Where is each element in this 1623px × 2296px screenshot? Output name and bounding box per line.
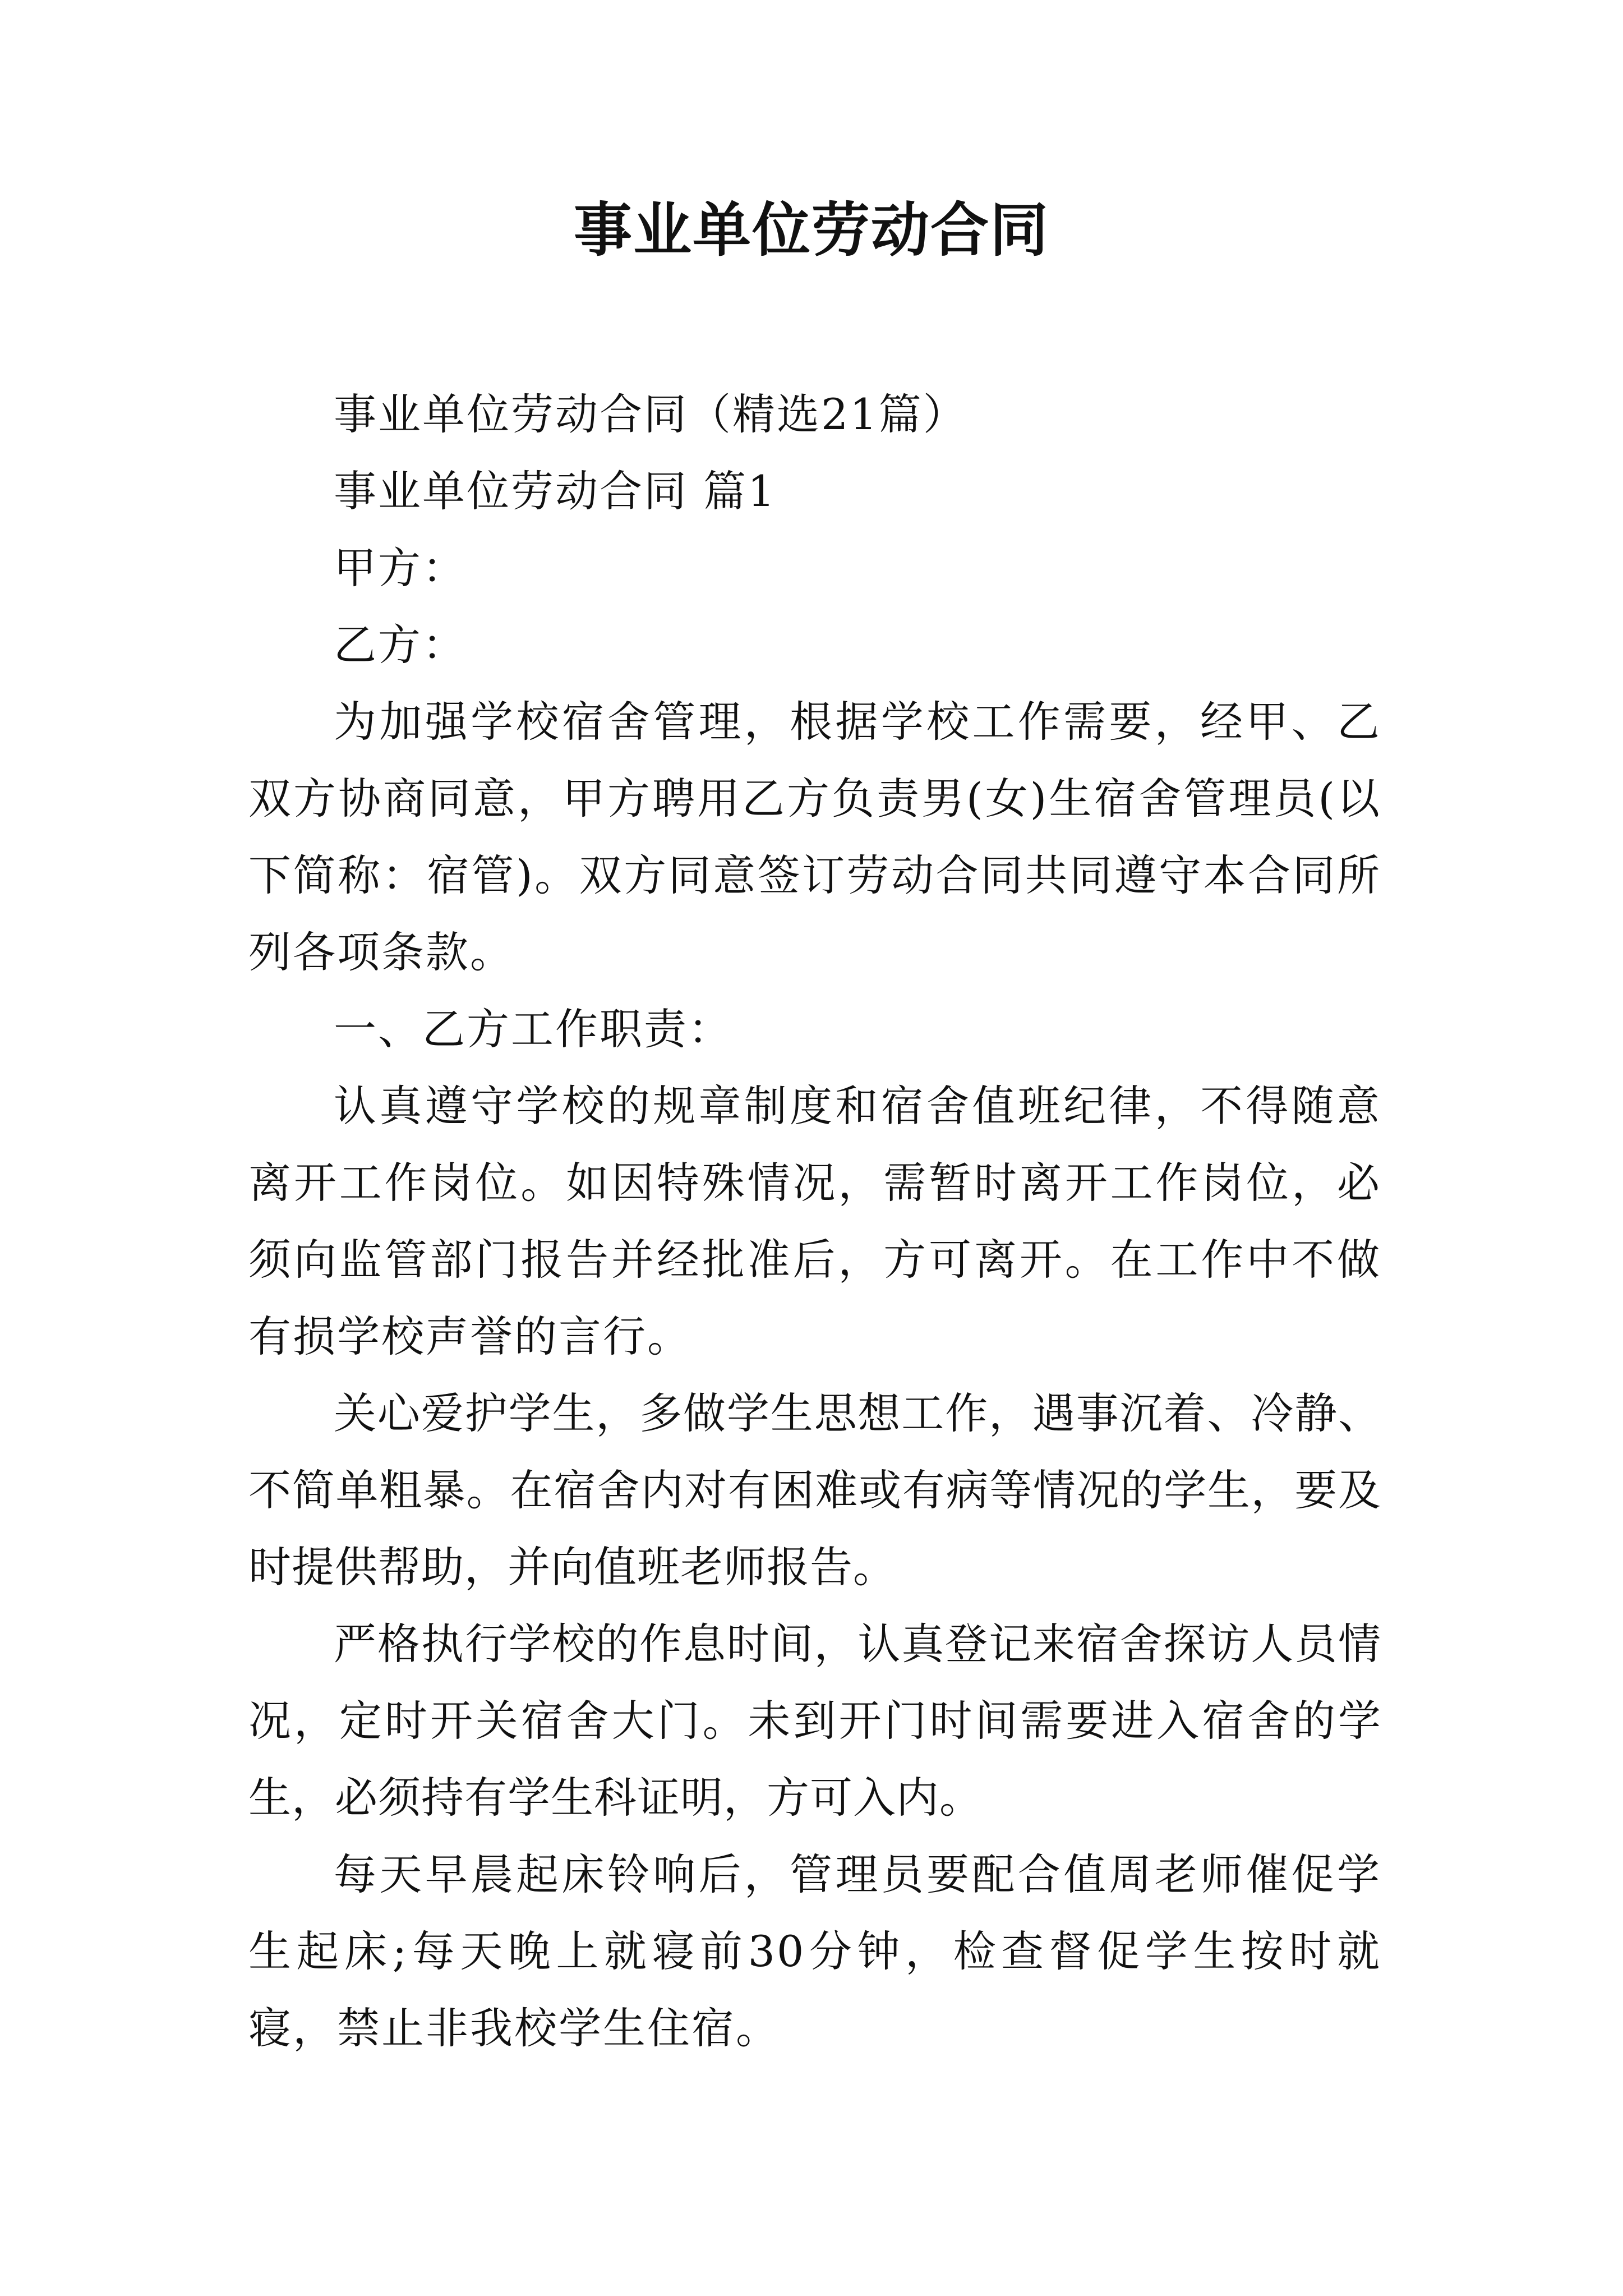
party-a-line: 甲方： <box>334 543 467 593</box>
document-body <box>248 376 1381 2067</box>
party-b-line: 乙方： <box>334 620 467 670</box>
duty-paragraph: 严格执行学校的作息时间，认真登记来宿舍探访人员情况，定时开关宿舍大门。未到开门时间需要进入宿舍的学生，必须持有学生科证明，方可入内。 <box>248 1619 1381 1823</box>
duty-paragraph: 认真遵守学校的规章制度和宿舍值班纪律，不得随意离开工作岗位。如因特殊情况，需暂时离开工作岗位，必须向监管部门报告并经批准后，方可离开。在工作中不做有损学校声誉的言行。 <box>248 1081 1381 1361</box>
document-title: 事业单位劳动合同 <box>573 195 1049 264</box>
section-heading: 事业单位劳动合同 篇1 <box>334 466 777 516</box>
subtitle-paragraph: 事业单位劳动合同（精选21篇） <box>334 389 967 439</box>
duty-paragraph: 关心爱护学生，多做学生思想工作，遇事沉着、冷静、不简单粗暴。在宿舍内对有困难或有病等情况的学生，要及时提供帮助，并向值班老师报告。 <box>248 1388 1381 1592</box>
intro-paragraph: 为加强学校宿舍管理，根据学校工作需要，经甲、乙双方协商同意，甲方聘用乙方负责男(女)生宿舍管理员(以下简称：宿管)。双方同意签订劳动合同共同遵守本合同所列各项条款。 <box>248 697 1381 977</box>
duty-paragraph: 每天早晨起床铃响后，管理员要配合值周老师催促学生起床;每天晚上就寝前30分钟，检查督促学生按时就寝，禁止非我校学生住宿。 <box>248 1849 1381 2053</box>
duties-heading: 一、乙方工作职责： <box>334 1004 732 1054</box>
